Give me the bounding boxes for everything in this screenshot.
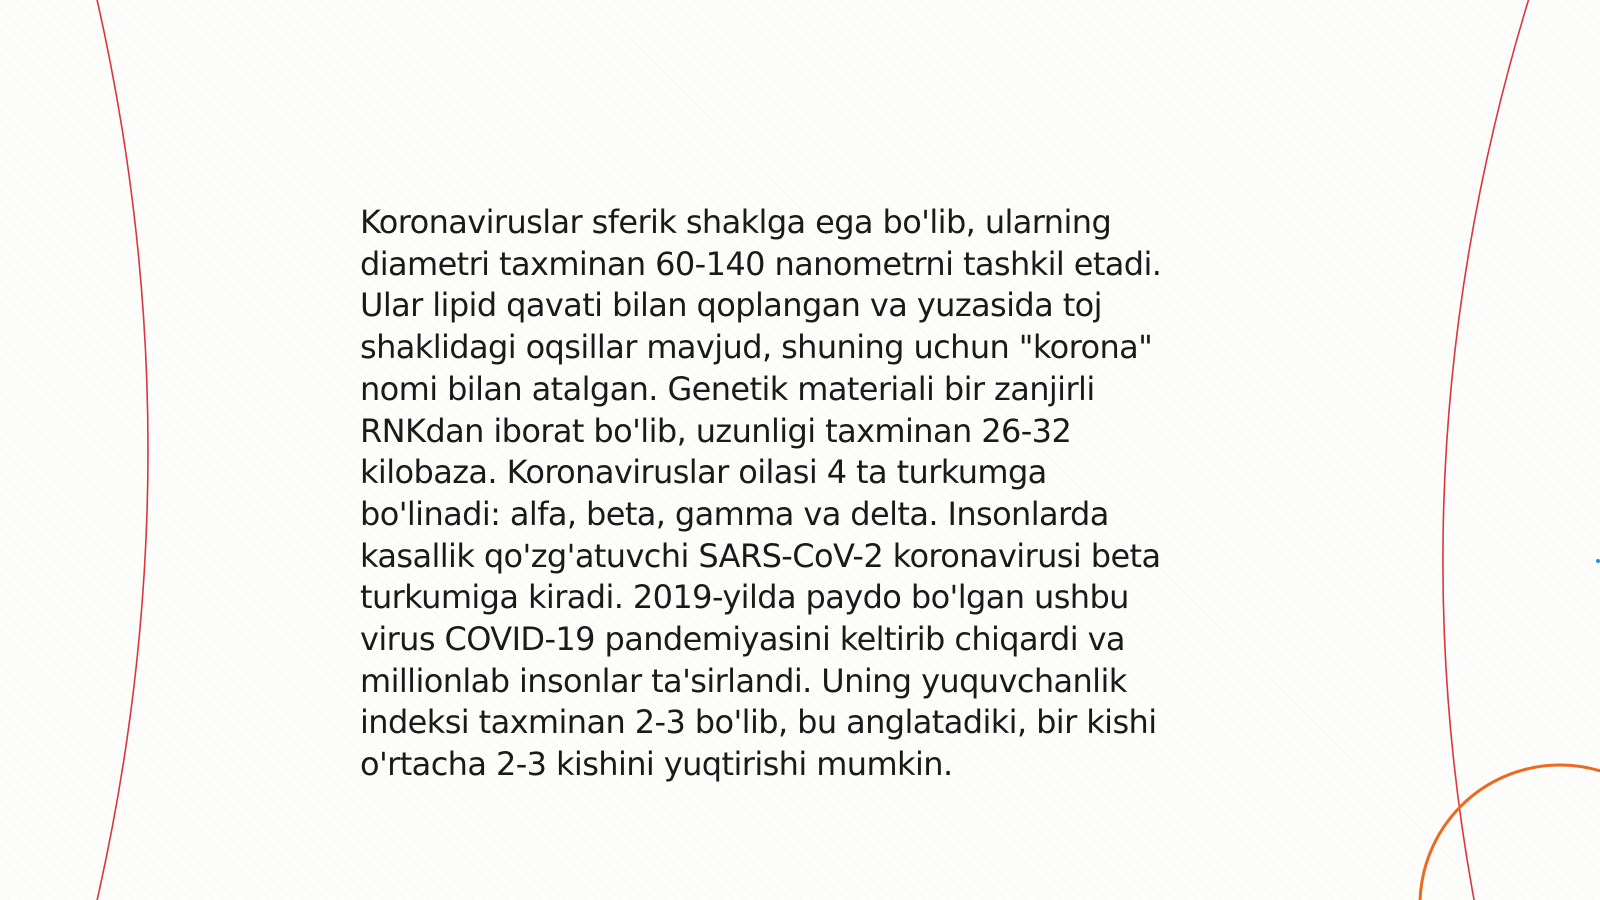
left-arc — [96, 0, 148, 900]
text-line: shaklidagi oqsillar mavjud, shuning uchun "korona" — [360, 328, 1153, 367]
text-line: indeksi taxminan 2-3 bo'lib, bu anglatadiki, bir kishi — [360, 703, 1157, 742]
orange-circle-arc — [1420, 765, 1600, 900]
text-line: millionlab insonlar ta'sirlandi. Uning yuquvchanlik — [360, 661, 1127, 700]
text-line: o'rtacha 2-3 kishini yuqtirishi mumkin. — [360, 745, 953, 784]
text-line: Koronaviruslar sferik shaklga ega bo'lib, ularning — [360, 203, 1112, 241]
right-arc — [1443, 0, 1530, 900]
text-line: kasallik qo'zg'atuvchi SARS-CoV-2 koronavirusi beta — [360, 536, 1161, 575]
text-line: RNKdan iborat bo'lib, uzunligi taxminan 26-32 — [360, 411, 1072, 450]
text-line: nomi bilan atalgan. Genetik materiali bir zanjirli — [360, 369, 1095, 408]
text-line: virus COVID-19 pandemiyasini keltirib chiqardi va — [360, 620, 1125, 659]
text-line: kilobaza. Koronaviruslar oilasi 4 ta turkumga — [360, 453, 1047, 492]
text-line: Ular lipid qavati bilan qoplangan va yuzasida toj — [360, 286, 1102, 325]
text-line: bo'linadi: alfa, beta, gamma va delta. Insonlarda — [360, 494, 1109, 533]
body-text — [360, 202, 1210, 786]
blue-accent-dot — [1596, 559, 1600, 563]
text-line: diametri taxminan 60-140 nanometrni tashkil etadi. — [360, 244, 1162, 283]
text-line: turkumiga kiradi. 2019-yilda paydo bo'lgan ushbu — [360, 578, 1129, 617]
